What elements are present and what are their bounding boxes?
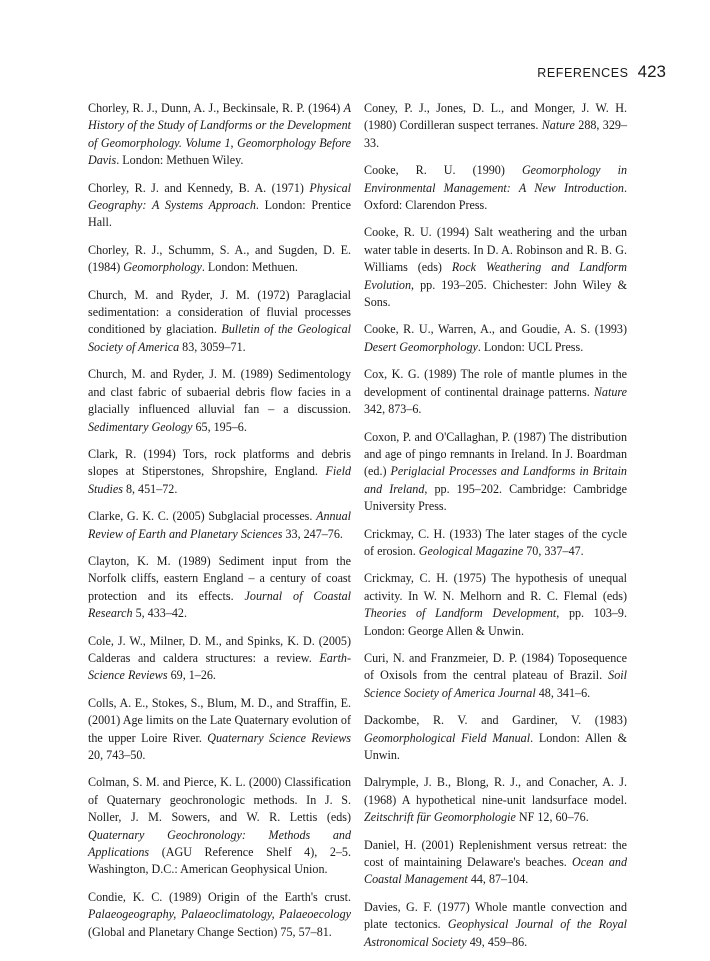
reference-title-italic: Zeitschrift für Geomorphologie	[364, 810, 516, 825]
reference-title-italic: Quaternary Geochronology: Methods and Applications	[88, 827, 351, 860]
reference-entry	[364, 570, 627, 640]
reference-text: (Global and Planetary Change Section) 75, 57–81.	[88, 924, 332, 939]
reference-text: . London: Prentice Hall.	[88, 198, 351, 230]
reference-text: . London: Allen & Unwin.	[364, 730, 627, 762]
reference-title-italic: Nature	[593, 384, 627, 399]
reference-text: Cooke, R. U. (1990)	[364, 163, 522, 178]
reference-text: Chorley, R. J., Schumm, S. A., and Sugden, D. E. (1984)	[88, 242, 351, 275]
reference-title-italic: Desert Geomorphology	[364, 339, 478, 354]
reference-title-italic: Rock Weathering and Landform Evolution	[364, 260, 627, 292]
page-number: 423	[637, 62, 666, 81]
reference-text: Cox, K. G. (1989) The role of mantle plumes in the development of continental drainage patterns.	[364, 367, 627, 399]
reference-entry	[88, 100, 351, 170]
reference-text: Cooke, R. U. (1994) Salt weathering and the urban water table in deserts. In D. A. Robinson and R. B. G. Williams (eds)	[364, 225, 627, 275]
reference-entry	[364, 774, 627, 826]
reference-entry	[364, 526, 627, 561]
reference-text: Colman, S. M. and Pierce, K. L. (2000) Classification of Quaternary geochronologic methods. In J. S. Noller, J. M. Sowers, and W. R. Lettis (eds)	[88, 775, 351, 825]
reference-entry	[88, 287, 351, 357]
reference-entry	[88, 508, 351, 543]
reference-text: Crickmay, C. H. (1933) The later stages of the cycle of erosion.	[364, 526, 627, 558]
reference-title-italic: Geomorphology	[123, 260, 202, 275]
reference-entry	[88, 633, 351, 685]
reference-entry	[88, 180, 351, 232]
reference-text: (AGU Reference Shelf 4), 2–5. Washington, D.C.: American Geophysical Union.	[88, 845, 351, 877]
reference-text: Dalrymple, J. B., Blong, R. J., and Conacher, A. J. (1968) A hypothetical nine-unit landsurface model.	[364, 775, 627, 807]
reference-text: 288, 329–33.	[364, 118, 627, 150]
reference-text: Chorley, R. J., Dunn, A. J., Beckinsale, R. P. (1964)	[88, 101, 344, 115]
reference-text: 48, 341–6.	[535, 685, 591, 700]
reference-text: 70, 337–47.	[523, 543, 584, 558]
reference-title-italic: Ocean and Coastal Management	[364, 855, 627, 887]
reference-entry	[364, 224, 627, 311]
reference-entry	[88, 242, 351, 277]
reference-text: Coxon, P. and O'Callaghan, P. (1987) The distribution and age of pingo remnants in Ireland. In J. Boardman (ed.)	[364, 429, 627, 479]
reference-title-italic: Geophysical Journal of the Royal Astronomical Society	[364, 917, 627, 949]
reference-text: 65, 195–6.	[192, 419, 247, 434]
reference-entry	[88, 889, 351, 941]
reference-entry	[364, 429, 627, 516]
reference-text: Colls, A. E., Stokes, S., Blum, M. D., and Straffin, E. (2001) Age limits on the Late Quaternary evolution of the upper Loire River.	[88, 695, 351, 745]
reference-text: 5, 433–42.	[132, 606, 187, 621]
reference-text: Cole, J. W., Milner, D. M., and Spinks, K. D. (2005) Calderas and caldera structures: a review.	[88, 633, 351, 665]
reference-text: , pp. 103–9. London: George Allen & Unwin.	[364, 606, 627, 638]
reference-title-italic: Field Studies	[88, 464, 351, 496]
reference-text: Clark, R. (1994) Tors, rock platforms and debris slopes at Stiperstones, Shropshire, England.	[88, 446, 351, 479]
reference-text: Daniel, H. (2001) Replenishment versus retreat: the cost of maintaining Delaware's beaches.	[364, 837, 627, 870]
reference-entry	[88, 695, 351, 765]
reference-title-italic: Palaeogeography, Palaeoclimatology, Palaeoecology	[88, 907, 351, 922]
reference-title-italic: Earth-Science Reviews	[88, 650, 351, 683]
reference-text: Clayton, K. M. (1989) Sediment input from the Norfolk cliffs, eastern England – a century of coast protection and its effects.	[88, 553, 351, 603]
reference-title-italic: Periglacial Processes and Landforms in Britain and Ireland	[364, 464, 627, 496]
reference-entry	[88, 366, 351, 436]
reference-text: 49, 459–86.	[466, 934, 528, 949]
reference-text: Crickmay, C. H. (1975) The hypothesis of unequal activity. In W. N. Melhorn and R. C. Flemal (eds)	[364, 571, 627, 603]
reference-text: Church, M. and Ryder, J. M. (1972) Paraglacial sedimentation: a consideration of fluvial processes conditioned by glaciation.	[88, 287, 351, 337]
reference-text: 44, 87–104.	[467, 872, 529, 887]
reference-title-italic: Quaternary Science Reviews	[207, 730, 351, 745]
reference-text: 20, 743–50.	[88, 748, 146, 762]
reference-entry	[364, 162, 627, 214]
reference-title-italic: Geomorphological Field Manual	[364, 730, 531, 745]
reference-text: Davies, G. F. (1977) Whole mantle convection and plate tectonics.	[364, 899, 627, 932]
reference-text: 342, 873–6.	[364, 402, 422, 417]
reference-text: . London: Methuen Wiley.	[116, 153, 244, 168]
reference-entry	[364, 837, 627, 889]
reference-text: 33, 247–76.	[282, 526, 343, 541]
reference-title-italic: Journal of Coastal Research	[88, 588, 351, 621]
right-column	[364, 100, 627, 961]
reference-entry	[364, 650, 627, 702]
reference-entry	[364, 100, 627, 152]
reference-text: . Oxford: Clarendon Press.	[364, 180, 627, 213]
reference-text: . London: UCL Press.	[477, 339, 584, 354]
reference-text: 83, 3059–71.	[179, 339, 246, 354]
reference-entry	[364, 712, 627, 764]
reference-title-italic: Nature	[541, 118, 575, 133]
reference-text: , pp. 193–205. Chichester: John Wiley & Sons.	[364, 277, 627, 310]
reference-text: Coney, P. J., Jones, D. L., and Monger, J. W. H. (1980) Cordilleran suspect terranes.	[364, 101, 627, 133]
reference-text: Curi, N. and Franzmeier, D. P. (1984) Toposequence of Oxisols from the central plateau of Brazil.	[364, 650, 627, 683]
reference-text: 69, 1–26.	[167, 668, 216, 683]
section-title: REFERENCES	[537, 66, 629, 80]
reference-entry	[88, 446, 351, 498]
reference-title-italic: Bulletin of the Geological Society of America	[88, 322, 351, 354]
reference-text: Cooke, R. U., Warren, A., and Goudie, A. S. (1993)	[364, 322, 627, 337]
reference-title-italic: Physical Geography: A Systems Approach	[88, 180, 351, 213]
reference-entry	[364, 321, 627, 356]
reference-text: . London: Methuen.	[201, 260, 298, 275]
reference-title-italic: Geological Magazine	[418, 543, 524, 558]
reference-title-italic: Geomorphology in Environmental Management: A New Introduction	[364, 163, 628, 195]
reference-text: Dackombe, R. V. and Gardiner, V. (1983)	[364, 713, 627, 728]
reference-text: 8, 451–72.	[122, 481, 178, 496]
reference-text: , pp. 195–202. Cambridge: Cambridge University Press.	[364, 481, 627, 514]
reference-text: Chorley, R. J. and Kennedy, B. A. (1971)	[88, 180, 310, 195]
reference-entry	[88, 774, 351, 878]
reference-title-italic: Soil Science Society of America Journal	[364, 668, 627, 700]
reference-text: Church, M. and Ryder, J. M. (1989) Sedimentology and clast fabric of subaerial debris flow facies in a glacially influenced alluvial fan – a discussion.	[88, 367, 351, 417]
reference-entry	[364, 899, 627, 951]
reference-title-italic: Annual Review of Earth and Planetary Sciences	[88, 509, 351, 541]
reference-entry	[364, 366, 627, 418]
running-header	[537, 62, 666, 82]
reference-entry	[88, 553, 351, 623]
reference-title-italic: Sedimentary Geology	[88, 419, 193, 434]
reference-text: NF 12, 60–76.	[515, 810, 589, 825]
reference-text: Clarke, G. K. C. (2005) Subglacial processes.	[88, 509, 317, 524]
reference-title-italic: A History of the Study of Landforms or the Development of Geomorphology. Volume 1, Geomorphology Before Davis	[88, 101, 351, 168]
reference-title-italic: Theories of Landform Development	[364, 606, 557, 621]
reference-text: Condie, K. C. (1989) Origin of the Earth's crust.	[88, 889, 351, 904]
left-column	[88, 100, 351, 951]
